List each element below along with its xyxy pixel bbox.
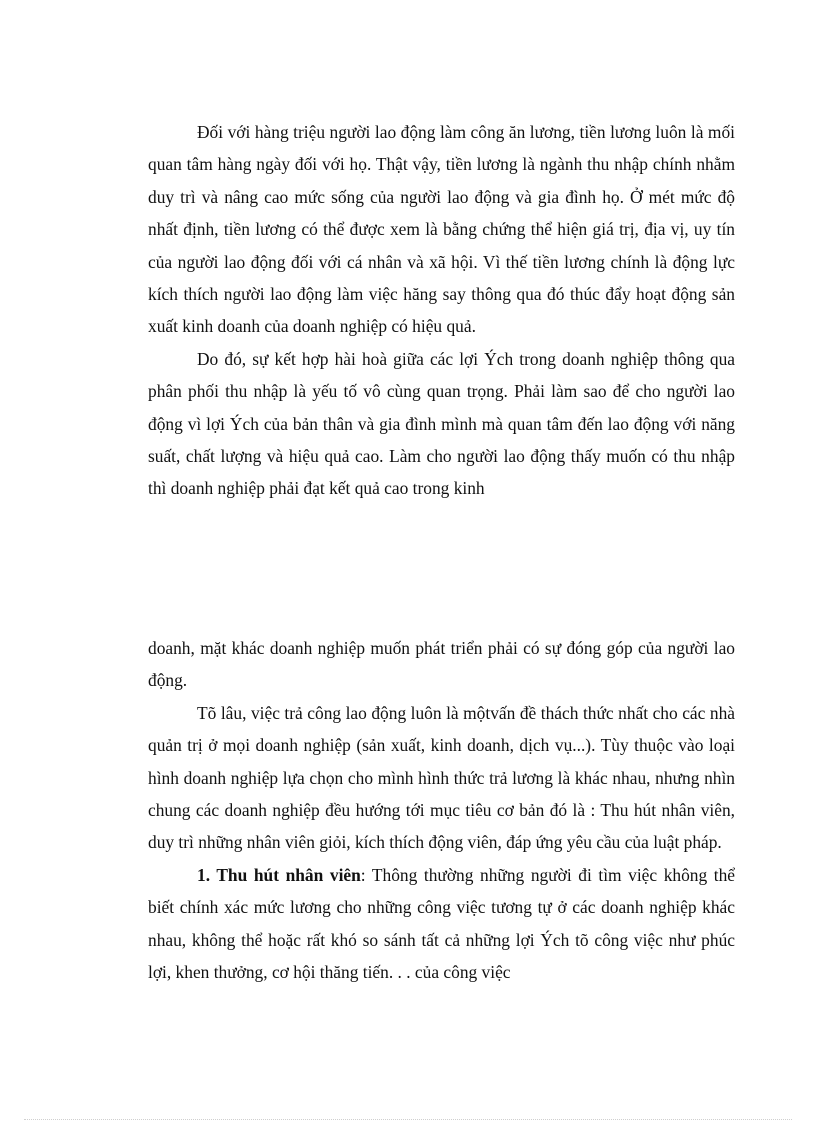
paragraph: Do đó, sự kết hợp hài hoà giữa các lợi Ých trong doanh nghiệp thông qua phân phối thu nhập là yếu tố vô cùng quan trọng. Phải làm sao để cho người lao động vì lợi Ých của bản thân và gia đình mình mà quan tâm đến lao động với năng suất, chất lượng và hiệu quả cao. Làm cho người lao động thấy muốn có thu nhập thì doanh nghiệp phải đạt kết quả cao trong kinh xyxy=(148,348,735,499)
paragraph: doanh, mặt khác doanh nghiệp muốn phát triển phải có sự đóng góp của người lao động. xyxy=(148,638,735,691)
section-heading: 1. Thu hút nhân viên xyxy=(197,864,361,885)
paragraph: Tõ lâu, việc trả công lao động luôn là mộtvấn đề thách thức nhất cho các nhà quản trị ở mọi doanh nghiệp (sản xuất, kinh doanh, dịch vụ...). Tùy thuộc vào loại hình doanh nghiệp lựa chọn cho mình hình thức trả lương là khác nhau, nhưng nhìn chung các doanh nghiệp đều hướng tới mục tiêu cơ bản đó là : Thu hút nhân viên, duy trì những nhân viên giỏi, kích thích động viên, đáp ứng yêu cầu của luật pháp. xyxy=(148,702,735,853)
page-bottom-divider xyxy=(24,1119,792,1120)
text-block-top xyxy=(148,116,735,505)
paragraph: Đối với hàng triệu người lao động làm công ăn lương, tiền lương luôn là mối quan tâm hàng ngày đối với họ. Thật vậy, tiền lương là ngành thu nhập chính nhằm duy trì và nâng cao mức sống của người lao động và gia đình họ. Ở mét mức độ nhất định, tiền lương có thể được xem là bằng chứng thể hiện giá trị, địa vị, uy tín của người lao động đối với cá nhân và xã hội. Vì thế tiền lương chính là động lực kích thích người lao động làm việc hăng say thông qua đó thúc đẩy hoạt động sản xuất kinh doanh của doanh nghiệp có hiệu quả. xyxy=(148,122,735,337)
paragraph xyxy=(148,859,735,989)
text-block-bottom xyxy=(148,632,735,988)
paragraph-text: : Thông thường những người đi tìm việc không thể biết chính xác mức lương cho những công việc tương tự ở các doanh nghiệp khác nhau, không thể hoặc rất khó so sánh tất cả những lợi Ých tõ công việc như phúc lợi, khen thưởng, cơ hội thăng tiến. . . của công việc xyxy=(148,864,736,983)
